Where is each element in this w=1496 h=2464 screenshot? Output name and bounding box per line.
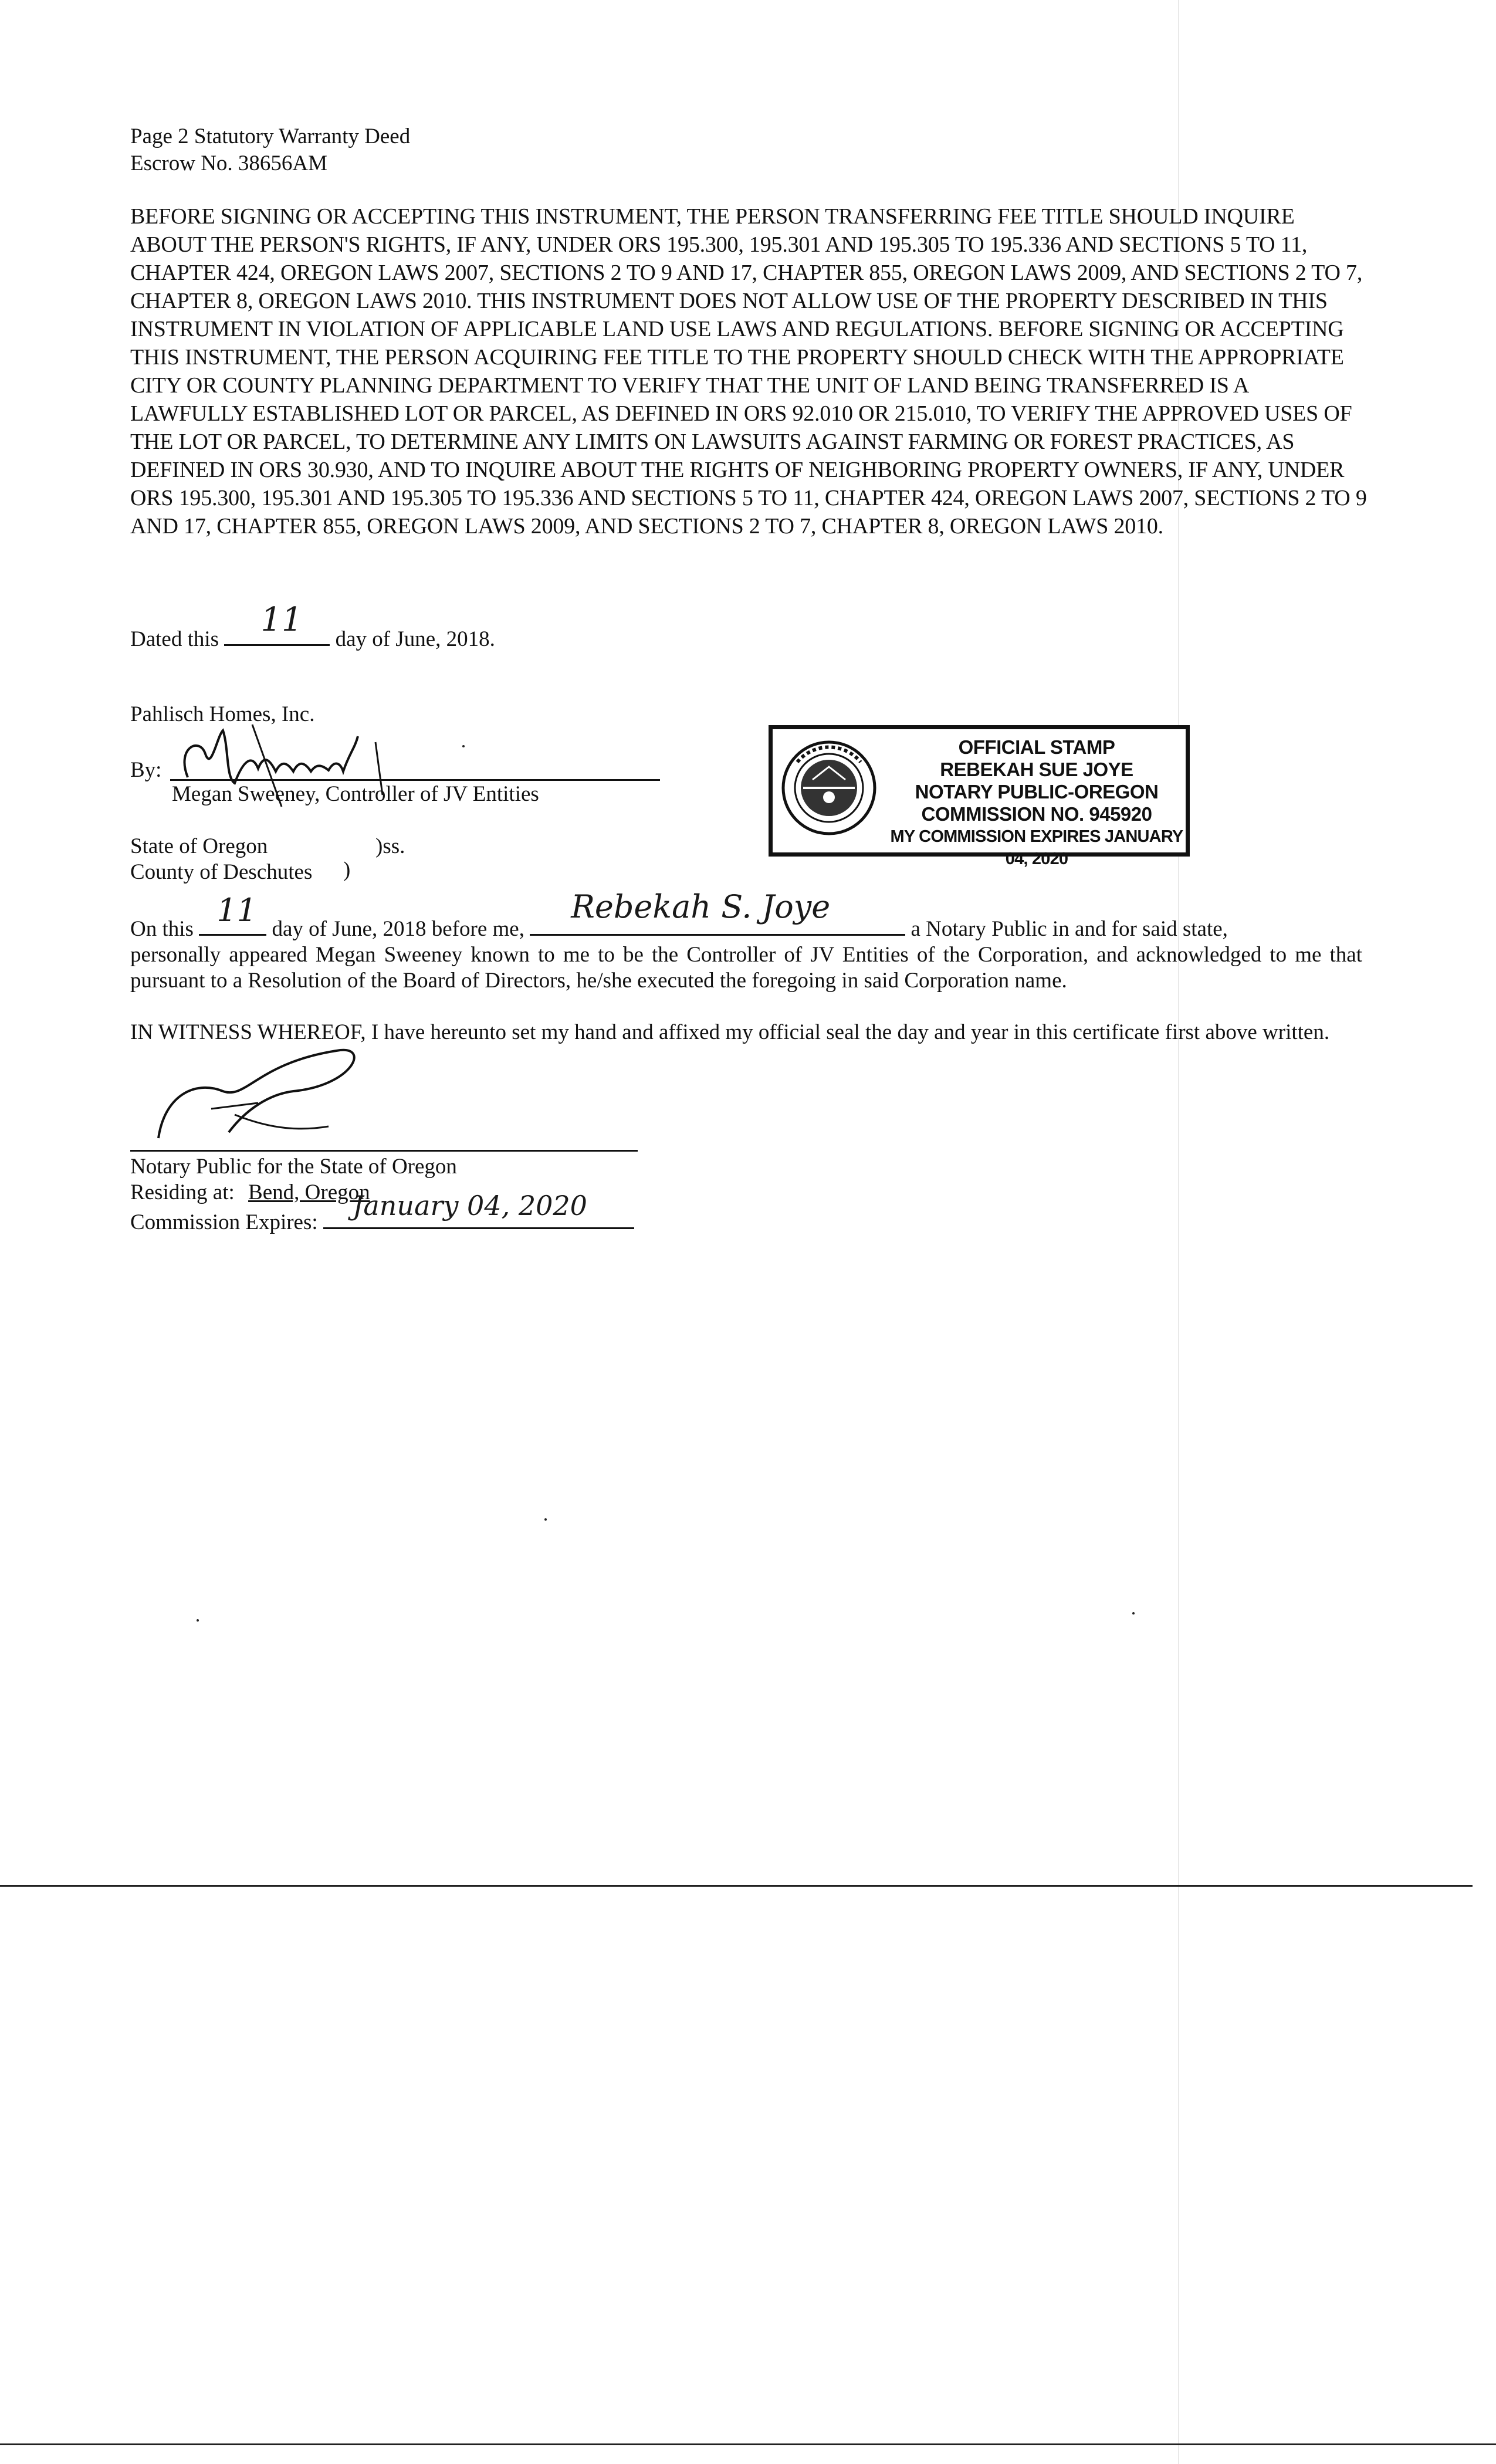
ack-rest1: a Notary Public in and for said state, <box>911 917 1228 941</box>
statutory-text: BEFORE SIGNING OR ACCEPTING THIS INSTRUMENT, THE PERSON TRANSFERRING FEE TITLE SHOULD INQUIRE ABOUT THE PERSON'S RIGHTS, IF ANY, UNDER ORS 195.300, 195.301 AND 195.305 TO 195.336 AND SECTIONS 5 TO 11, CHAPTER 424, OREGON LAWS 2007, SECTIONS 2 TO 9 AND 17, CHAPTER 855, OREGON LAWS 2009, AND SECTIONS 2 TO 7, CHAPTER 8, OREGON LAWS 2010. THIS INSTRUMENT DOES NOT ALLOW USE OF THE PROPERTY DESCRIBED IN THIS INSTRUMENT IN VIOLATION OF APPLICABLE LAND USE LAWS AND REGULATIONS. BEFORE SIGNING OR ACCEPTING THIS INSTRUMENT, THE PERSON ACQUIRING FEE TITLE TO THE PROPERTY SHOULD CHECK WITH THE APPROPRIATE CITY OR COUNTY PLANNING DEPARTMENT TO VERIFY THAT THE UNIT OF LAND BEING TRANSFERRED IS A LAWFULLY ESTABLISHED LOT OR PARCEL, AS DEFINED IN ORS 92.010 OR 215.010, TO VERIFY THE APPROVED USES OF THE LOT OR PARCEL, TO DETERMINE ANY LIMITS ON LAWSUITS AGAINST FARMING OR FOREST PRACTICES, AS DEFINED IN ORS 30.930, AND TO INQUIRE ABOUT THE RIGHTS OF NEIGHBORING PROPERTY OWNERS, IF ANY, UNDER ORS 195.300, 195.301 AND 195.305 TO 195.336 AND SECTIONS 5 TO 11, CHAPTER 424, OREGON LAWS 2007, SECTIONS 2 TO 9 AND 17, CHAPTER 855, OREGON LAWS 2009, AND SECTIONS 2 TO 7, CHAPTER 8, OREGON LAWS 2010. <box>130 204 1367 539</box>
expires-label: Commission Expires: <box>130 1210 318 1234</box>
residing-label: Residing at: <box>130 1180 235 1204</box>
page-title: Page 2 Statutory Warranty Deed <box>130 124 411 148</box>
stamp-line-expires: MY COMMISSION EXPIRES JANUARY 04, 2020 <box>890 827 1183 868</box>
venue-county: County of Deschutes <box>130 860 313 884</box>
notary-title: Notary Public for the State of Oregon <box>130 1155 457 1179</box>
oregon-state-seal-icon <box>780 739 878 837</box>
venue-close-paren: ) <box>343 858 351 882</box>
stamp-line-commission: COMMISSION NO. 945920 <box>921 803 1152 825</box>
scan-speck <box>197 1619 199 1622</box>
stamp-line-notary: NOTARY PUBLIC-OREGON <box>915 781 1159 803</box>
scan-speck <box>544 1518 547 1521</box>
statutory-disclaimer <box>130 202 1368 540</box>
dated-day-blank <box>224 601 330 646</box>
venue-state: State of Oregon <box>130 834 268 858</box>
expires-handwritten: January 04, 2020 <box>352 1190 587 1221</box>
acknowledgment-paragraph <box>130 888 1362 994</box>
dated-suffix: day of June, 2018. <box>335 627 495 651</box>
ack-day-blank <box>199 892 266 936</box>
notary-official-stamp <box>769 725 1190 868</box>
signer-name-title: Megan Sweeney, Controller of JV Entities <box>172 782 539 806</box>
notary-residing <box>130 1179 370 1206</box>
escrow-number: Escrow No. 38656AM <box>130 151 328 175</box>
stamp-line-title: OFFICIAL STAMP <box>958 736 1115 758</box>
expires-blank <box>323 1190 634 1229</box>
stamp-line-name: REBEKAH SUE JOYE <box>940 759 1133 780</box>
ack-notary-signature: Rebekah S. Joye <box>571 888 831 925</box>
scan-speck <box>462 745 465 747</box>
scan-speck <box>1132 1612 1135 1615</box>
grantor-company: Pahlisch Homes, Inc. <box>130 702 315 726</box>
witness-paragraph: IN WITNESS WHEREOF, I have hereunto set my hand and affixed my official seal the day and year in this certificate first above written. <box>130 1020 1330 1044</box>
dated-day-handwritten: 11 <box>260 601 303 639</box>
dated-prefix: Dated this <box>130 627 219 651</box>
ack-mid: day of June, 2018 before me, <box>272 917 524 941</box>
stamp-text <box>890 736 1183 870</box>
dated-line <box>130 601 495 653</box>
page-edge-rule <box>0 2443 1496 2445</box>
ack-on-this: On this <box>130 917 194 941</box>
document-header <box>130 123 410 177</box>
bottom-rule <box>0 1885 1473 1887</box>
notary-signature-line <box>130 1150 638 1152</box>
residing-value: Bend, Oregon <box>248 1180 370 1204</box>
notary-signature <box>141 1044 399 1150</box>
ack-rest2: personally appeared Megan Sweeney known to me to be the Controller of JV Entities of the Corporation, and acknowledged to me that pursuant to a Resolution of the Board of Directors, he/she executed the foregoing in said Corporation name. <box>130 943 1362 993</box>
by-label: By: <box>130 758 162 782</box>
ack-notary-sign-blank <box>530 888 905 936</box>
venue-ss: )ss. <box>375 834 405 858</box>
ack-day-handwritten: 11 <box>216 892 257 929</box>
